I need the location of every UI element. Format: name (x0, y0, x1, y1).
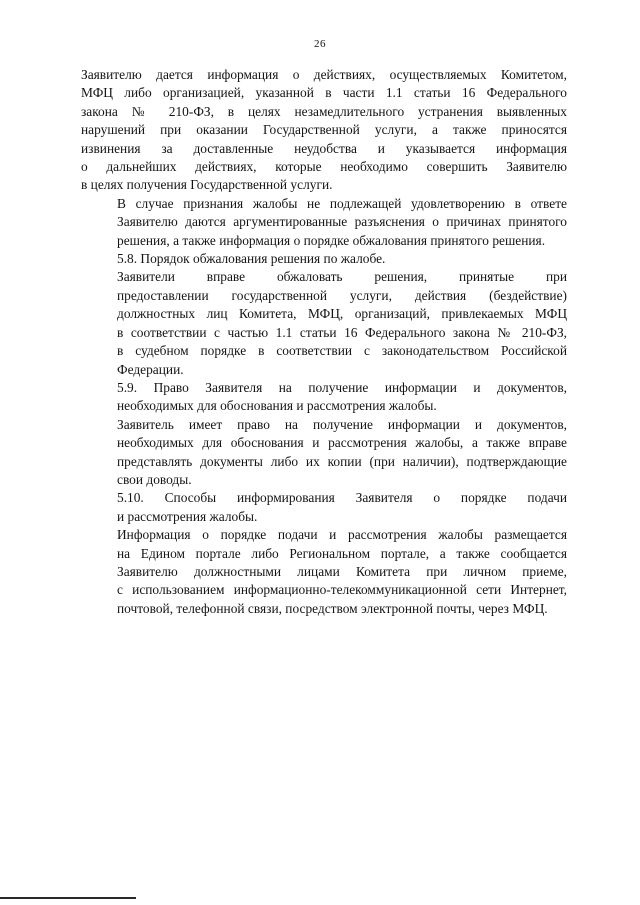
paragraph (81, 379, 567, 416)
text-line: свои доводы. (117, 471, 192, 487)
paragraph (81, 526, 567, 618)
text-line: и рассмотрения жалобы. (117, 508, 258, 524)
text-line: должностных лиц Комитета, МФЦ, организаций, привлекаемых МФЦ (117, 306, 567, 322)
text-line: Заявителю дается информация о действиях, осуществляемых Комитетом, (81, 67, 567, 82)
text-line: Заявители вправе обжаловать решения, принятые при (117, 269, 567, 285)
text-line: закона № 210-ФЗ, в целях незамедлительного устранения выявленных (81, 103, 567, 119)
paragraph (81, 489, 567, 526)
text-line: решения, а также информация о порядке обжалования принятого решения. (117, 232, 546, 248)
text-line: нарушений при оказании Государственной услуги, а также приносятся (81, 122, 567, 138)
text-line: Заявитель имеет право на получение информации и документов, (117, 416, 567, 432)
text-line: предоставлении государственной услуги, действия (бездействие) (117, 287, 567, 303)
text-line: в судебном порядке в соответствии с законодательством Российской (117, 343, 567, 359)
paragraph (81, 416, 567, 490)
text-line: в целях получения Государственной услуги. (81, 177, 333, 193)
page-number: 26 (314, 38, 326, 50)
text-line: Заявителю даются аргументированные разъяснения о причинах принятого (117, 214, 567, 230)
document-body (81, 66, 567, 618)
text-line: в соответствии с частью 1.1 статьи 16 Федерального закона № 210-ФЗ, (117, 324, 567, 340)
text-line: представлять документы либо их копии (при наличии), подтверждающие (117, 453, 567, 469)
text-line: необходимых для обоснования и рассмотрения жалобы. (117, 398, 437, 414)
text-line: о дальнейших действиях, которые необходимо совершить Заявителю (81, 159, 567, 175)
text-line: 5.8. Порядок обжалования решения по жалобе. (117, 251, 386, 267)
text-line: МФЦ либо организацией, указанной в части 1.1 статьи 16 Федерального (81, 85, 567, 101)
text-line: 5.9. Право Заявителя на получение информации и документов, (117, 379, 567, 395)
text-line: необходимых для обоснования и рассмотрения жалобы, а также вправе (117, 435, 567, 451)
text-line: почтовой, телефонной связи, посредством электронной почты, через МФЦ. (117, 600, 548, 616)
text-line: Информация о порядке подачи и рассмотрения жалобы размещается (117, 527, 567, 543)
footnote-divider (0, 897, 136, 899)
text-line: Заявителю должностными лицами Комитета при личном приеме, (117, 563, 567, 579)
text-line: извинения за доставленные неудобства и указывается информация (81, 140, 567, 156)
text-line: на Едином портале либо Региональном портале, а также сообщается (117, 545, 567, 561)
text-line: В случае признания жалобы не подлежащей удовлетворению в ответе (117, 195, 567, 211)
text-line: 5.10. Способы информирования Заявителя о порядке подачи (117, 490, 567, 506)
paragraph (81, 66, 567, 195)
paragraph (81, 268, 567, 378)
paragraph (81, 250, 567, 268)
paragraph (81, 195, 567, 250)
text-line: с использованием информационно-телекоммуникационной сети Интернет, (117, 582, 567, 598)
text-line: Федерации. (117, 361, 184, 377)
